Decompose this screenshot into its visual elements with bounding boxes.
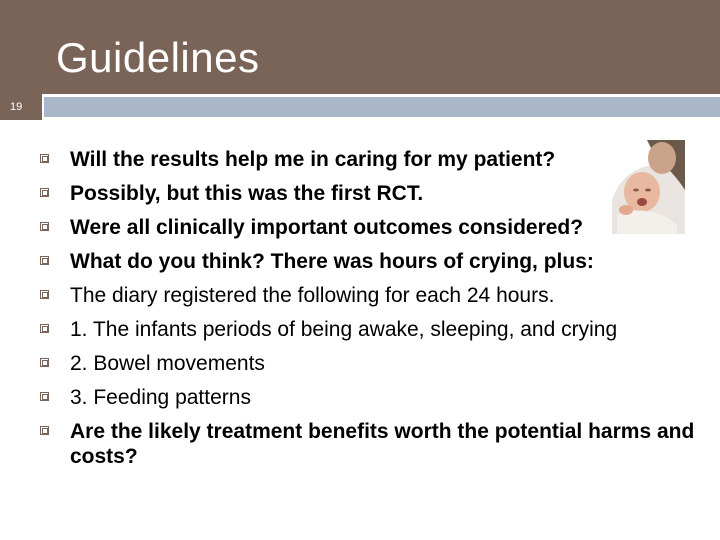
bullet-item bbox=[40, 283, 700, 308]
square-bullet-icon bbox=[40, 392, 49, 401]
bullet-item bbox=[40, 351, 700, 376]
square-bullet-icon bbox=[40, 154, 49, 163]
square-bullet-icon bbox=[40, 188, 49, 197]
bullet-item bbox=[40, 181, 700, 206]
bullet-text: Will the results help me in caring for my patient? bbox=[70, 148, 556, 171]
bullet-text: What do you think? There was hours of crying, plus: bbox=[70, 250, 594, 273]
slide-number: 19 bbox=[10, 101, 23, 113]
bullet-text: 1. The infants periods of being awake, sleeping, and crying bbox=[70, 318, 618, 341]
bullet-item bbox=[40, 385, 700, 410]
bullet-text: 3. Feeding patterns bbox=[70, 386, 251, 409]
bullet-item bbox=[40, 419, 700, 469]
bullet-item bbox=[40, 147, 700, 172]
bullet-list bbox=[40, 147, 700, 478]
bullet-item bbox=[40, 249, 700, 274]
bullet-text: 2. Bowel movements bbox=[70, 352, 265, 375]
bullet-text: Possibly, but this was the first RCT. bbox=[70, 182, 424, 205]
square-bullet-icon bbox=[40, 222, 49, 231]
slide-title: Guidelines bbox=[56, 34, 260, 81]
accent-bar bbox=[44, 97, 720, 117]
bullet-item bbox=[40, 317, 700, 342]
bullet-text: Are the likely treatment benefits worth the potential harms and costs? bbox=[70, 420, 695, 468]
square-bullet-icon bbox=[40, 358, 49, 367]
crying-infant-photo bbox=[612, 140, 685, 234]
square-bullet-icon bbox=[40, 290, 49, 299]
square-bullet-icon bbox=[40, 426, 49, 435]
bullet-text: The diary registered the following for each 24 hours. bbox=[70, 284, 555, 307]
square-bullet-icon bbox=[40, 256, 49, 265]
square-bullet-icon bbox=[40, 324, 49, 333]
bullet-item bbox=[40, 215, 700, 240]
bullet-text: Were all clinically important outcomes considered? bbox=[70, 216, 584, 239]
